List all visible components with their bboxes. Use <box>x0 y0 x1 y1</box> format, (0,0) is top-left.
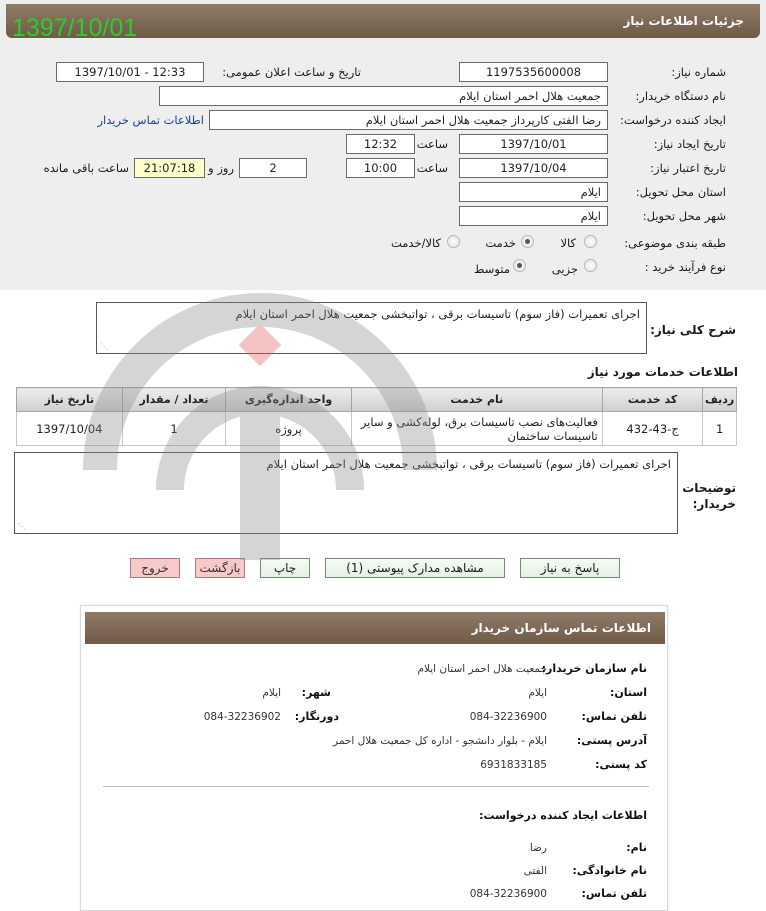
category-option-goods: کالا <box>560 236 576 250</box>
remaining-time-label: ساعت باقی مانده <box>43 161 129 175</box>
contact-postal-label: کد پستی: <box>595 758 647 771</box>
category-radio-goods[interactable] <box>584 235 597 248</box>
summary-label: شرح کلی نیاز: <box>650 323 736 337</box>
province-label: استان محل تحویل: <box>635 185 726 199</box>
table-row[interactable] <box>17 412 737 446</box>
process-option-medium: متوسط <box>473 262 510 276</box>
contact-divider <box>103 786 649 787</box>
buyer-org-label: نام دستگاه خریدار: <box>635 89 726 103</box>
stamp-date: 1397/10/01 <box>12 14 138 42</box>
respond-button[interactable]: پاسخ به نیاز <box>520 558 620 578</box>
validity-time-field[interactable]: 10:00 <box>346 158 415 178</box>
col-code: کد خدمت <box>602 388 702 412</box>
col-date: تاریخ نیاز <box>17 388 123 412</box>
announce-label: تاریخ و ساعت اعلان عمومی: <box>222 65 361 79</box>
validity-time-label: ساعت <box>416 161 448 175</box>
process-label: نوع فرآیند خرید : <box>644 260 726 274</box>
contact-org-value: جمعیت هلال احمر استان ایلام <box>417 663 547 675</box>
need-number-label: شماره نیاز: <box>671 65 726 79</box>
remaining-time-field[interactable]: 21:07:18 <box>134 158 205 178</box>
col-unit: واحد اندازه‌گیری <box>226 388 352 412</box>
creator-label: ایجاد کننده درخواست: <box>620 113 726 127</box>
buyer-contact-link[interactable]: اطلاعات تماس خریدار <box>97 113 204 127</box>
contact-province-value: ایلام <box>528 687 547 699</box>
creator-field[interactable]: رضا الفتی کارپرداز جمعیت هلال احمر استان ایلام <box>209 110 608 130</box>
contact-card-title: اطلاعات تماس سازمان خریدار <box>471 621 651 635</box>
services-title: اطلاعات خدمات مورد نیاز <box>587 365 738 379</box>
exit-button[interactable]: خروج <box>130 558 180 578</box>
cell-unit: پروژه <box>226 412 352 446</box>
contact-postal-value: 6931833185 <box>480 759 547 771</box>
process-radio-minor[interactable] <box>584 259 597 272</box>
buyer-org-field[interactable]: جمعیت هلال احمر استان ایلام <box>159 86 608 106</box>
cell-qty: 1 <box>122 412 226 446</box>
creator-phone-value: 084-32236900 <box>469 888 547 900</box>
page-title: جزئیات اطلاعات نیاز <box>623 14 744 28</box>
contact-phone-value: 084-32236900 <box>469 711 547 723</box>
summary-text: اجرای تعمیرات (فاز سوم) تاسیسات برقی ، تواتبخشی جمعیت هلال احمر استان ایلام <box>235 307 640 321</box>
buyer-notes-label: توضیحات خریدار: <box>682 481 736 511</box>
category-label: طبقه بندی موضوعی: <box>624 236 726 250</box>
attachments-button[interactable]: مشاهده مدارک پیوستی (1) <box>325 558 505 578</box>
contact-province-label: استان: <box>610 686 647 699</box>
resize-grip-icon[interactable]: ⋰ <box>18 522 26 531</box>
category-radio-service[interactable] <box>521 235 534 248</box>
cell-row: 1 <box>703 412 737 446</box>
category-radio-goods-service[interactable] <box>447 235 460 248</box>
days-and-label: روز و <box>208 161 234 175</box>
category-option-goods-service: کالا/خدمت <box>390 236 441 250</box>
back-button[interactable]: بازگشت <box>195 558 245 578</box>
resize-grip-icon[interactable]: ⋰ <box>100 342 108 351</box>
contact-card-header <box>85 612 665 644</box>
buyer-notes-textarea[interactable] <box>14 452 678 534</box>
days-remaining-field[interactable]: 2 <box>239 158 307 178</box>
col-name: نام خدمت <box>351 388 602 412</box>
contact-city-value: ایلام <box>262 687 281 699</box>
validity-date-field[interactable]: 1397/10/04 <box>459 158 608 178</box>
contact-org-label: نام سازمان خریدار: <box>541 662 647 675</box>
creator-family-label: نام خانوادگی: <box>572 864 647 877</box>
validity-date-label: تاریخ اعتبار نیاز: <box>650 161 726 175</box>
created-date-label: تاریخ ایجاد نیاز: <box>653 137 726 151</box>
col-qty: تعداد / مقدار <box>122 388 226 412</box>
print-button[interactable]: چاپ <box>260 558 310 578</box>
cell-date: 1397/10/04 <box>17 412 123 446</box>
category-option-service: خدمت <box>485 236 516 250</box>
created-time-field[interactable]: 12:32 <box>346 134 415 154</box>
contact-address-value: ایلام - بلوار دانشجو - اداره کل جمعیت هلال احمر <box>333 735 547 747</box>
created-date-field[interactable]: 1397/10/01 <box>459 134 608 154</box>
services-table <box>16 387 737 446</box>
province-field[interactable]: ایلام <box>459 182 608 202</box>
creator-info-title: اطلاعات ایجاد کننده درخواست: <box>479 809 647 822</box>
cell-name: فعالیت‌های نصب تاسیسات برق، لوله‌کشی و سایر تاسیسات ساختمان <box>351 412 602 446</box>
creator-phone-label: تلفن تماس: <box>581 887 647 900</box>
contact-fax-label: دورنگار: <box>294 710 339 723</box>
process-option-minor: جزیی <box>551 262 578 276</box>
buyer-notes-text: اجرای تعمیرات (فاز سوم) تاسیسات برقی ، تواتبخشی جمعیت هلال احمر استان ایلام <box>266 457 671 471</box>
buyer-contact-card <box>80 605 668 911</box>
table-header-row <box>17 388 737 412</box>
contact-city-label: شهر: <box>301 686 331 699</box>
creator-name-value: رضا <box>529 842 547 854</box>
creator-family-value: الفتی <box>523 865 547 877</box>
cell-code: ج-43-432 <box>602 412 702 446</box>
city-label: شهر محل تحویل: <box>642 209 726 223</box>
announce-datetime-field[interactable]: 1397/10/01 - 12:33 <box>56 62 204 82</box>
contact-phone-label: تلفن تماس: <box>581 710 647 723</box>
creator-name-label: نام: <box>626 841 647 854</box>
city-field[interactable]: ایلام <box>459 206 608 226</box>
need-number-field[interactable]: 1197535600008 <box>459 62 608 82</box>
contact-address-label: آدرس پستی: <box>576 734 647 747</box>
process-radio-medium[interactable] <box>513 259 526 272</box>
contact-fax-value: 084-32236902 <box>203 711 281 723</box>
summary-textarea[interactable] <box>96 302 647 354</box>
created-time-label: ساعت <box>416 137 448 151</box>
col-row: ردیف <box>703 388 737 412</box>
